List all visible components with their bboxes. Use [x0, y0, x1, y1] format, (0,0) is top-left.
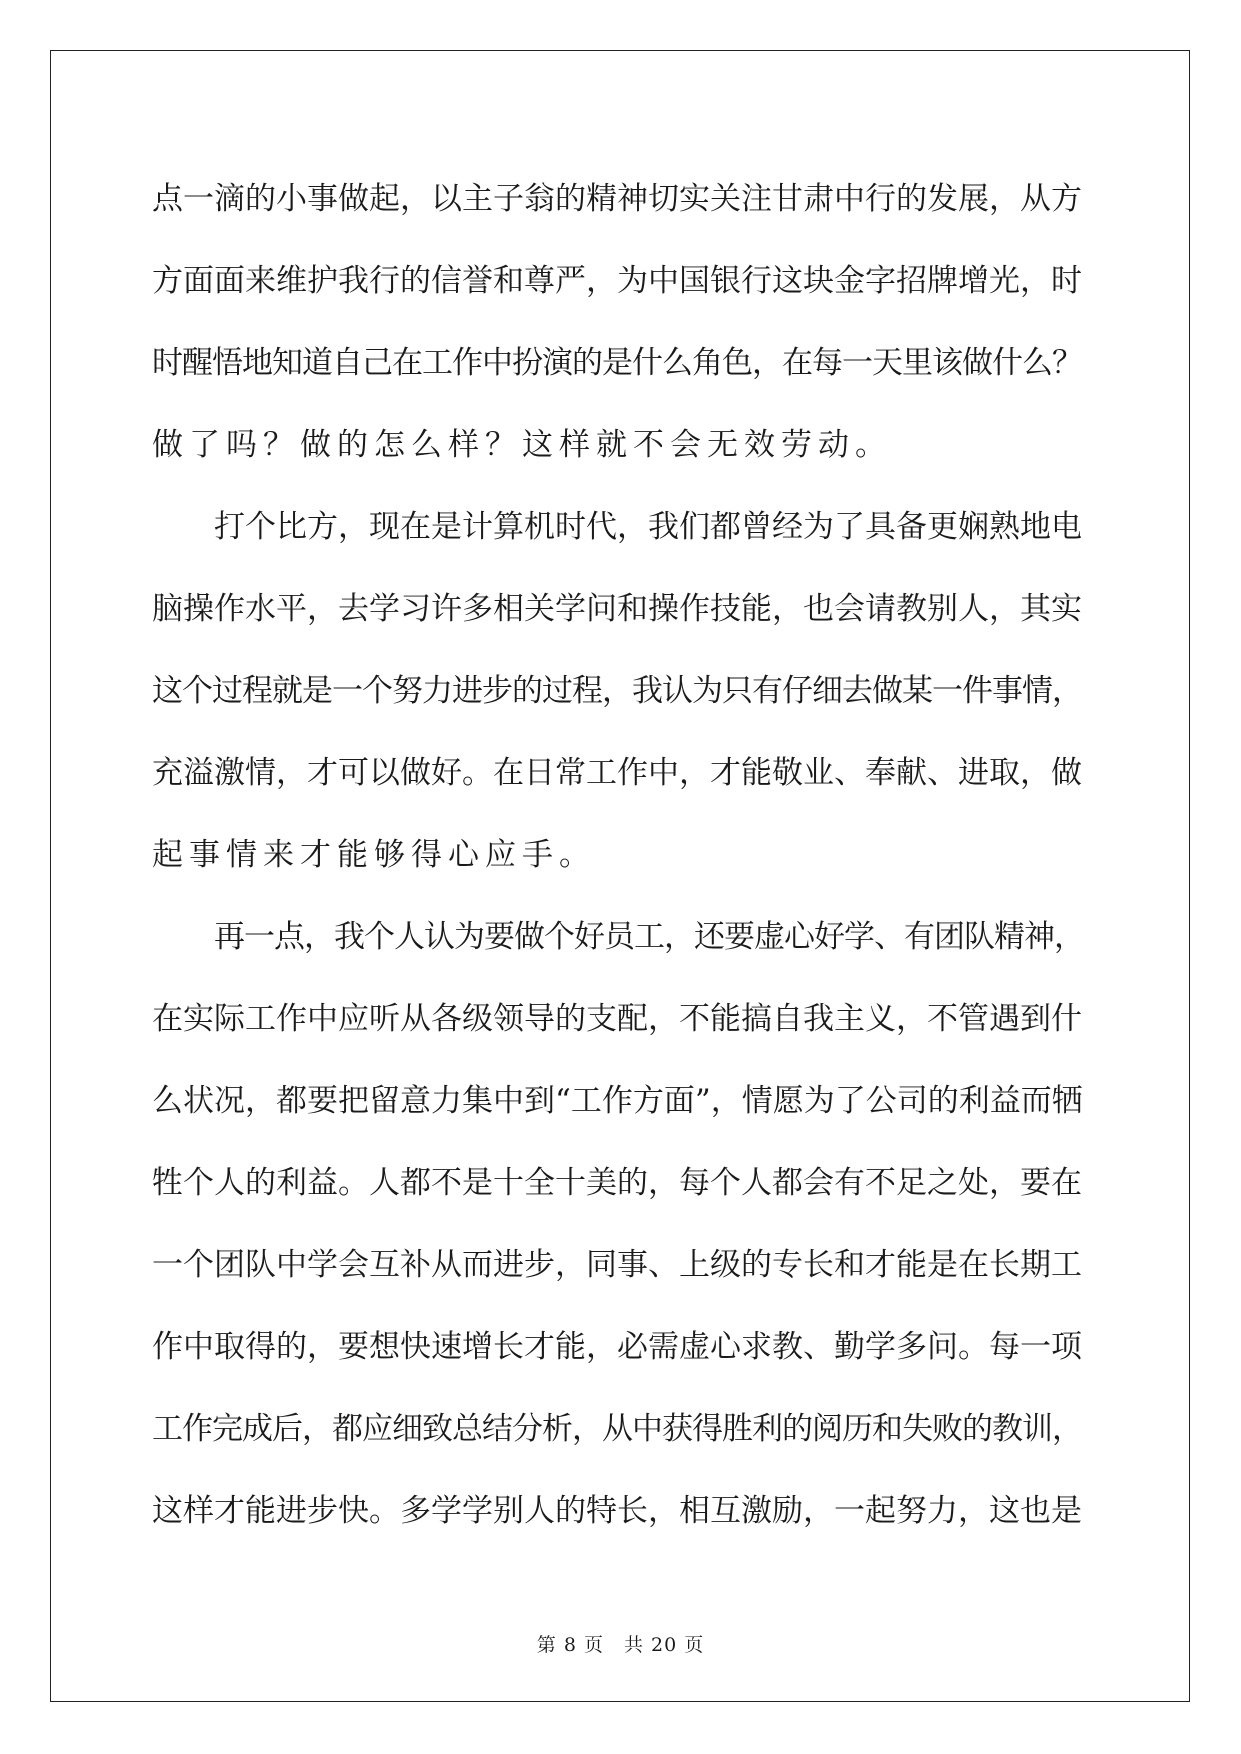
text-line: 点一滴的小事做起，以主子翁的精神切实关注甘肃中行的发展，从方 [152, 181, 1082, 217]
text-line: 这样才能进步快。多学学别人的特长，相互激励，一起努力，这也是 [152, 1493, 1082, 1529]
paragraph-first-line: 再一点，我个人认为要做个好员工，还要虚心好学、有团队精神， [214, 919, 1084, 955]
text-line: 脑操作水平，去学习许多相关学问和操作技能，也会请教别人，其实 [152, 591, 1082, 627]
document-body [152, 158, 1092, 1552]
text-line: 么状况，都要把留意力集中到“工作方面”，情愿为了公司的利益而牺 [152, 1083, 1083, 1119]
text-line: 充溢激情，才可以做好。在日常工作中，才能敬业、奉献、进取，做 [152, 755, 1082, 791]
paragraph-first-line: 打个比方，现在是计算机时代，我们都曾经为了具备更娴熟地电 [214, 509, 1082, 545]
text-line: 一个团队中学会互补从而进步，同事、上级的专长和才能是在长期工 [152, 1247, 1082, 1283]
text-line: 做了吗？做的怎么样？这样就不会无效劳动。 [152, 427, 892, 463]
page-number-footer: 第 8 页 共 20 页 [536, 1634, 705, 1656]
text-line: 起事情来才能够得心应手。 [152, 837, 596, 873]
text-line: 这个过程就是一个努力进步的过程，我认为只有仔细去做某一件事情， [152, 673, 1082, 709]
text-line: 作中取得的，要想快速增长才能，必需虚心求教、勤学多问。每一项 [152, 1329, 1082, 1365]
text-line: 在实际工作中应听从各级领导的支配，不能搞自我主义，不管遇到什 [152, 1001, 1082, 1037]
text-line: 方面面来维护我行的信誉和尊严，为中国银行这块金字招牌增光，时 [152, 263, 1082, 299]
text-line: 牲个人的利益。人都不是十全十美的，每个人都会有不足之处，要在 [152, 1165, 1082, 1201]
text-line: 时醒悟地知道自己在工作中扮演的是什么角色，在每一天里该做什么？ [152, 345, 1082, 381]
text-line: 工作完成后，都应细致总结分析，从中获得胜利的阅历和失败的教训， [152, 1411, 1082, 1447]
